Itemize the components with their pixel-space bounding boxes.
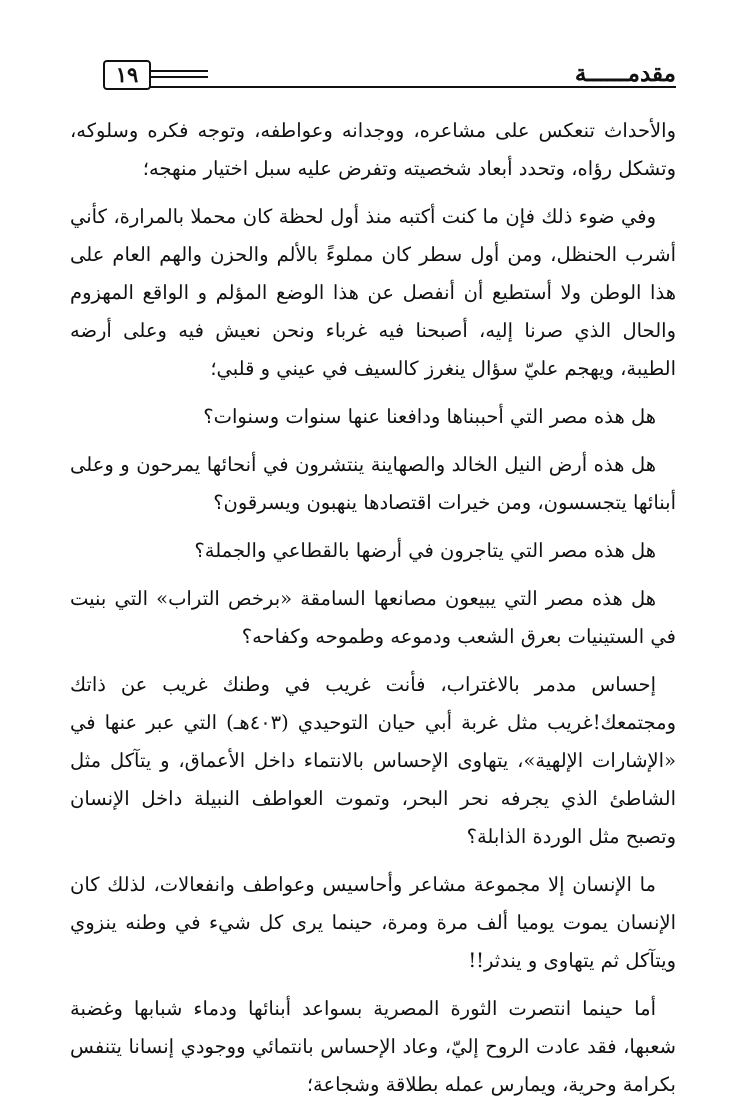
page-header — [70, 58, 676, 94]
body-text — [70, 112, 676, 1114]
header-underline — [150, 86, 676, 88]
paragraph: وفي ضوء ذلك فإن ما كنت أكتبه منذ أول لحظة كان محملا بالمرارة، كأني أشرب الحنظل، ومن أول سطر كان مملوءً بالألم والحزن والهم العام على هذا الوطن ولا أستطيع أن أنفصل عن هذا الوضع المؤلم و الواقع المهزوم والحال الذي صرنا إليه، أصبحنا فيه غرباء ونحن نعيش فيه وعلى أرضه الطيبة، ويهجم عليّ سؤال ينغرز كالسيف في عيني و قلبي؛ — [70, 205, 676, 380]
paragraph: هل هذه مصر التي يبيعون مصانعها السامقة «برخص التراب» التي بنيت في الستينيات بعرق الشعب ودموعه وطموحه وكفاحه؟ — [70, 587, 676, 648]
paragraph: والأحداث تنعكس على مشاعره، ووجدانه وعواطفه، وتوجه فكره وسلوكه، وتشكل رؤاه، وتحدد أبعاد شخصيته وتفرض عليه سبل اختيار منهجه؛ — [70, 119, 676, 180]
paragraph: هل هذه مصر التي يتاجرون في أرضها بالقطاعي والجملة؟ — [194, 539, 656, 562]
paragraph: ما الإنسان إلا مجموعة مشاعر وأحاسيس وعواطف وانفعالات، لذلك كان الإنسان يموت يوميا ألف مرة ومرة، حينما يرى كل شيء في وطنه ينزوي ويتآكل ثم يتهاوى و يندثر!! — [70, 873, 676, 972]
header-rule — [148, 76, 208, 78]
paragraph: أما حينما انتصرت الثورة المصرية بسواعد أبنائها ودماء شبابها وغضبة شعبها، فقد عادت الروح إليّ، وعاد الإحساس بانتمائي ووجودي إنسانا يتنفس بكرامة وحرية، ويمارس عمله بطلاقة وشجاعة؛ — [70, 997, 676, 1096]
header-rule — [148, 70, 208, 72]
paragraph: هل هذه أرض النيل الخالد والصهاينة ينتشرون في أنحائها يمرحون و وعلى أبنائها يتجسسون، ومن خيرات اقتصادها ينهبون ويسرقون؟ — [70, 453, 676, 514]
paragraph: هل هذه مصر التي أحببناها ودافعنا عنها سنوات وسنوات؟ — [203, 405, 656, 428]
page-number: ١٩ — [103, 60, 151, 90]
paragraph: إحساس مدمر بالاغتراب، فأنت غريب في وطنك غريب عن ذاتك ومجتمعك!غريب مثل غربة أبي حيان التوحيدي (٤٠٣هـ) التي عبر عنها في «الإشارات الإلهية»، يتهاوى الإحساس بالانتماء داخل الأعماق، و يتآكل مثل الشاطئ الذي يجرفه نحر البحر، وتموت العواطف النبيلة داخل الإنسان وتصبح مثل الوردة الذابلة؟ — [70, 673, 677, 848]
section-title: مقدمــــــة — [574, 60, 676, 87]
